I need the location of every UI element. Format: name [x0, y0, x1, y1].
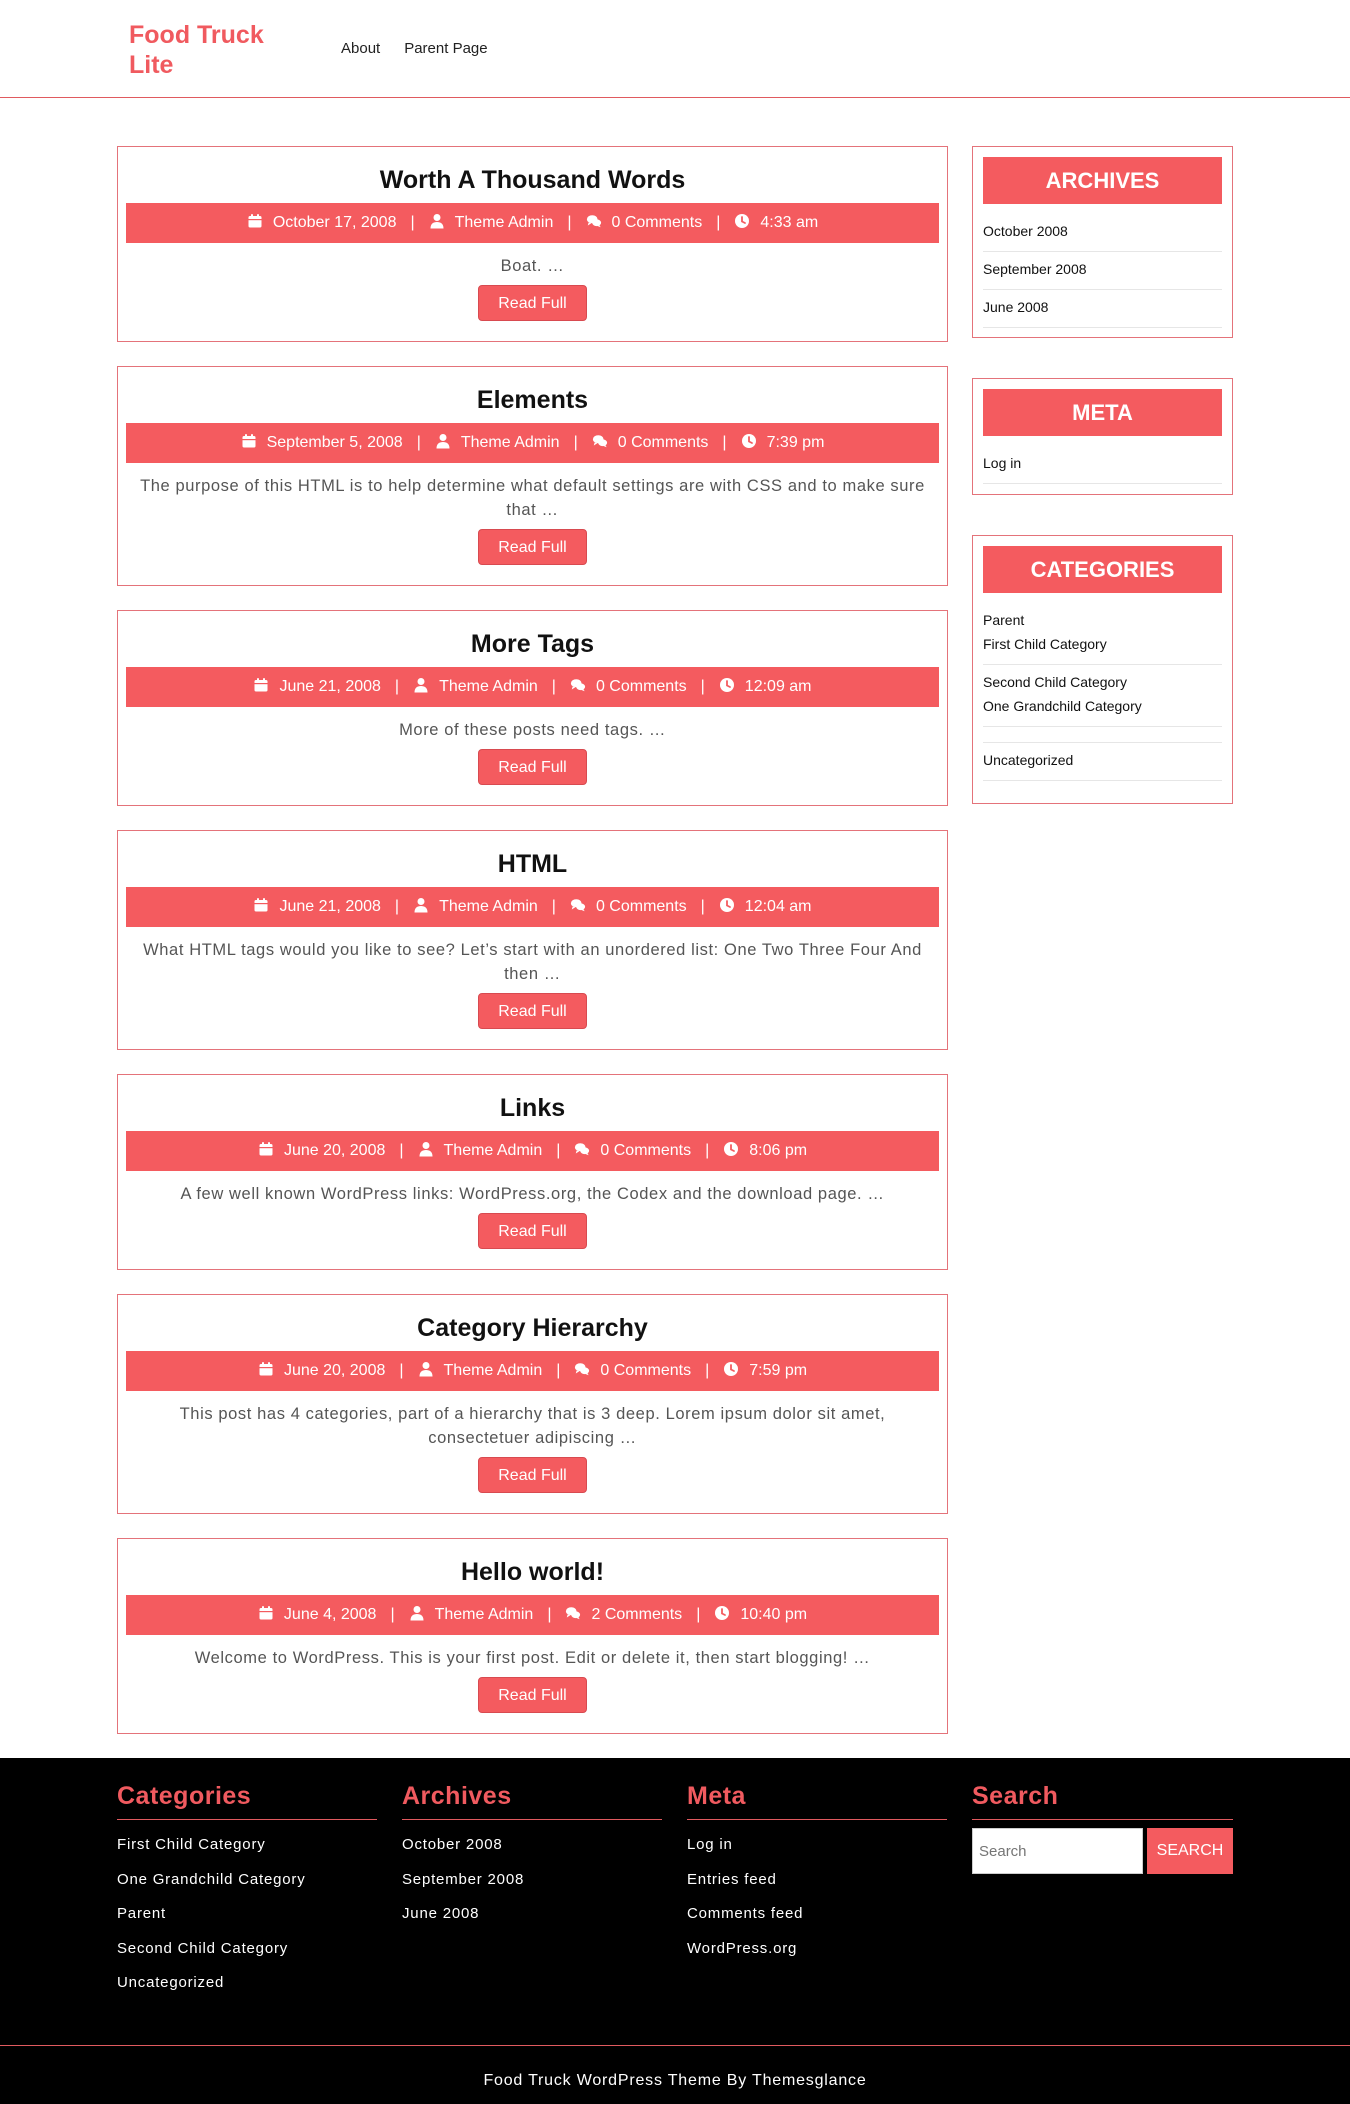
meta-separator: | [700, 898, 705, 915]
read-full-button[interactable]: Read Full [478, 529, 587, 565]
calendar-icon [247, 213, 263, 234]
footer-heading: Meta [687, 1782, 947, 1820]
meta-date [258, 1141, 385, 1162]
comments-icon [574, 1141, 590, 1162]
calendar-icon [253, 677, 269, 698]
post-card [117, 1538, 948, 1734]
post-excerpt: More of these posts need tags. … [399, 721, 666, 739]
meta-date [258, 1361, 385, 1382]
search-input[interactable] [972, 1828, 1143, 1874]
meta-separator: | [394, 898, 400, 915]
category-link[interactable]: Parent [983, 612, 1025, 628]
post-date[interactable]: June 20, 2008 [283, 1362, 386, 1379]
post-title[interactable]: More Tags [470, 630, 595, 658]
post-card [117, 146, 948, 342]
read-full-button[interactable]: Read Full [478, 993, 587, 1029]
post-date[interactable]: June 20, 2008 [283, 1142, 386, 1159]
post-title[interactable]: Hello world! [460, 1558, 605, 1586]
post-time: 4:33 am [760, 214, 819, 231]
categories-widget [972, 535, 1233, 804]
meta-separator: | [399, 1362, 404, 1379]
footer-link[interactable]: Log in [687, 1836, 733, 1853]
post-meta [126, 1131, 939, 1171]
category-link[interactable]: Second Child Category [983, 674, 1127, 690]
footer-heading: Search [972, 1782, 1233, 1820]
post-date[interactable]: June 21, 2008 [279, 678, 381, 695]
footer-meta [687, 1782, 947, 1974]
archive-link[interactable]: June 2008 [983, 290, 1222, 328]
post-comments[interactable]: 2 Comments [591, 1606, 683, 1623]
meta-separator: | [551, 678, 556, 695]
post-time: 7:39 pm [766, 434, 825, 451]
post-author[interactable]: Theme Admin [454, 214, 554, 231]
widget-title: CATEGORIES [983, 546, 1222, 593]
meta-separator: | [705, 1362, 710, 1379]
post-comments[interactable]: 0 Comments [600, 1362, 692, 1379]
comments-icon [592, 433, 608, 454]
meta-date [258, 1605, 377, 1626]
meta-author [409, 1605, 534, 1626]
read-full-button[interactable]: Read Full [478, 1677, 587, 1713]
post-author[interactable]: Theme Admin [439, 898, 538, 915]
post-author[interactable]: Theme Admin [443, 1142, 543, 1159]
footer-link[interactable]: First Child Category [117, 1836, 266, 1853]
meta-comments [565, 1605, 682, 1626]
user-icon [409, 1605, 425, 1626]
post-date[interactable]: September 5, 2008 [266, 434, 403, 451]
meta-separator: | [696, 1606, 701, 1623]
meta-separator: | [573, 434, 578, 451]
meta-author [435, 433, 560, 454]
category-link[interactable]: Uncategorized [983, 743, 1222, 781]
post-meta [126, 887, 939, 927]
meta-separator: | [567, 214, 572, 231]
clock-icon [741, 433, 757, 454]
user-icon [435, 433, 451, 454]
meta-time [719, 677, 812, 698]
meta-separator: | [547, 1606, 552, 1623]
category-divider [983, 727, 1222, 743]
calendar-icon [258, 1361, 274, 1382]
meta-separator: | [556, 1142, 561, 1159]
footer-link[interactable]: WordPress.org [687, 1939, 798, 1957]
copyright-text: Food Truck WordPress Theme By Themesglance [483, 2072, 867, 2089]
post-card [117, 1074, 948, 1270]
meta-date [247, 213, 397, 234]
calendar-icon [258, 1141, 274, 1162]
widget-title: META [983, 389, 1222, 436]
post-title[interactable]: Worth A Thousand Words [379, 166, 686, 194]
footer-link[interactable]: Parent [117, 1905, 166, 1922]
meta-time [741, 433, 825, 454]
post-meta [126, 423, 939, 463]
post-excerpt: A few well known WordPress links: WordPress.org, the Codex and the download page. … [180, 1185, 885, 1203]
footer-link[interactable]: September 2008 [402, 1870, 525, 1888]
post-comments[interactable]: 0 Comments [617, 434, 709, 451]
footer-heading: Categories [117, 1782, 377, 1820]
post-comments[interactable]: 0 Comments [595, 678, 687, 695]
post-comments[interactable]: 0 Comments [611, 214, 703, 231]
meta-date [253, 677, 380, 698]
post-time: 12:04 am [744, 898, 812, 915]
nav-item-parent-page[interactable]: Parent Page [404, 40, 488, 57]
site-header [0, 0, 1350, 98]
post-title[interactable]: Links [499, 1094, 566, 1122]
meta-time [723, 1141, 807, 1162]
post-excerpt: The purpose of this HTML is to help determine what default settings are with CSS and to make sure that … [140, 477, 925, 519]
meta-separator: | [399, 1142, 404, 1159]
meta-time [723, 1361, 807, 1382]
meta-author [418, 1141, 543, 1162]
meta-author [413, 897, 538, 918]
post-card [117, 830, 948, 1050]
post-meta [126, 667, 939, 707]
meta-author [418, 1361, 543, 1382]
clock-icon [723, 1361, 739, 1382]
post-card [117, 366, 948, 586]
post-card [117, 1294, 948, 1514]
footer-link[interactable]: October 2008 [402, 1836, 503, 1853]
post-time: 7:59 pm [749, 1362, 808, 1379]
footer-link[interactable]: One Grandchild Category [117, 1870, 306, 1888]
archive-link[interactable]: September 2008 [983, 252, 1222, 290]
footer-link[interactable]: Entries feed [687, 1870, 777, 1888]
user-icon [418, 1141, 434, 1162]
meta-author [429, 213, 554, 234]
user-icon [413, 677, 429, 698]
archives-widget [972, 146, 1233, 338]
footer-search [972, 1782, 1233, 1874]
meta-time [734, 213, 818, 234]
footer-categories [117, 1782, 377, 2009]
post-excerpt: This post has 4 categories, part of a hierarchy that is 3 deep. Lorem ipsum dolor sit amet, consectetuer adipiscing … [179, 1405, 886, 1447]
footer-link[interactable]: Uncategorized [117, 1974, 225, 1991]
comments-icon [570, 897, 586, 918]
comments-icon [570, 677, 586, 698]
meta-comments [574, 1361, 691, 1382]
meta-date [241, 433, 403, 454]
user-icon [413, 897, 429, 918]
read-full-button[interactable]: Read Full [478, 749, 587, 785]
post-time: 8:06 pm [749, 1142, 808, 1159]
meta-date [253, 897, 380, 918]
footer-link[interactable]: Comments feed [687, 1905, 804, 1922]
widget-title: ARCHIVES [983, 157, 1222, 204]
post-meta [126, 203, 939, 243]
category-link[interactable]: One Grandchild Category [983, 696, 1222, 727]
read-full-button[interactable]: Read Full [478, 1213, 587, 1249]
post-meta [126, 1351, 939, 1391]
meta-separator: | [394, 678, 400, 695]
post-excerpt: Boat. … [500, 257, 565, 275]
archive-link[interactable]: October 2008 [983, 214, 1222, 252]
meta-separator: | [410, 214, 415, 231]
footer-link[interactable]: Second Child Category [117, 1939, 289, 1957]
search-button[interactable]: SEARCH [1147, 1828, 1233, 1874]
meta-separator: | [416, 434, 421, 451]
post-meta [126, 1595, 939, 1635]
meta-separator: | [551, 898, 556, 915]
clock-icon [719, 897, 735, 918]
nav-item-about[interactable]: About [341, 40, 381, 57]
calendar-icon [258, 1605, 274, 1626]
footer-divider [0, 2045, 1350, 2046]
comments-icon [586, 213, 602, 234]
post-excerpt: Welcome to WordPress. This is your first post. Edit or delete it, then start blogging! … [194, 1649, 871, 1667]
meta-time [714, 1605, 807, 1626]
meta-comments [586, 213, 703, 234]
clock-icon [734, 213, 750, 234]
post-comments[interactable]: 0 Comments [595, 898, 687, 915]
category-link[interactable]: First Child Category [983, 634, 1222, 665]
footer-heading: Archives [402, 1782, 662, 1820]
post-author[interactable]: Theme Admin [443, 1362, 543, 1379]
clock-icon [723, 1141, 739, 1162]
site-title[interactable]: Food Truck Lite [129, 21, 264, 79]
comments-icon [574, 1361, 590, 1382]
meta-separator: | [556, 1362, 561, 1379]
calendar-icon [241, 433, 257, 454]
post-title[interactable]: Category Hierarchy [417, 1314, 648, 1342]
meta-author [413, 677, 538, 698]
meta-comments [570, 897, 687, 918]
main-nav [341, 40, 488, 57]
read-full-button[interactable]: Read Full [478, 285, 587, 321]
post-title[interactable]: HTML [497, 850, 568, 878]
user-icon [429, 213, 445, 234]
post-excerpt: What HTML tags would you like to see? Let’s start with an unordered list: One Two Three Four And then … [143, 941, 922, 983]
post-date[interactable]: June 21, 2008 [279, 898, 381, 915]
meta-separator: | [716, 214, 721, 231]
post-author[interactable]: Theme Admin [439, 678, 538, 695]
post-date[interactable]: October 17, 2008 [272, 214, 397, 231]
meta-time [719, 897, 812, 918]
read-full-button[interactable]: Read Full [478, 1457, 587, 1493]
meta-widget [972, 378, 1233, 495]
meta-separator: | [390, 1606, 395, 1623]
post-author[interactable]: Theme Admin [460, 434, 560, 451]
meta-separator: | [700, 678, 705, 695]
meta-comments [574, 1141, 691, 1162]
post-time: 12:09 am [744, 678, 812, 695]
search-form [972, 1828, 1233, 1874]
post-comments[interactable]: 0 Comments [600, 1142, 692, 1159]
meta-comments [570, 677, 687, 698]
footer-archives [402, 1782, 662, 1940]
post-card [117, 610, 948, 806]
footer-link[interactable]: June 2008 [402, 1905, 480, 1922]
post-author[interactable]: Theme Admin [434, 1606, 534, 1623]
comments-icon [565, 1605, 581, 1626]
post-date[interactable]: June 4, 2008 [283, 1606, 377, 1623]
meta-link-login[interactable]: Log in [983, 446, 1222, 484]
post-time: 10:40 pm [740, 1606, 808, 1623]
calendar-icon [253, 897, 269, 918]
clock-icon [714, 1605, 730, 1626]
user-icon [418, 1361, 434, 1382]
meta-separator: | [722, 434, 727, 451]
meta-comments [592, 433, 709, 454]
clock-icon [719, 677, 735, 698]
post-title[interactable]: Elements [476, 386, 589, 414]
meta-separator: | [705, 1142, 710, 1159]
site-footer [0, 1758, 1350, 2104]
